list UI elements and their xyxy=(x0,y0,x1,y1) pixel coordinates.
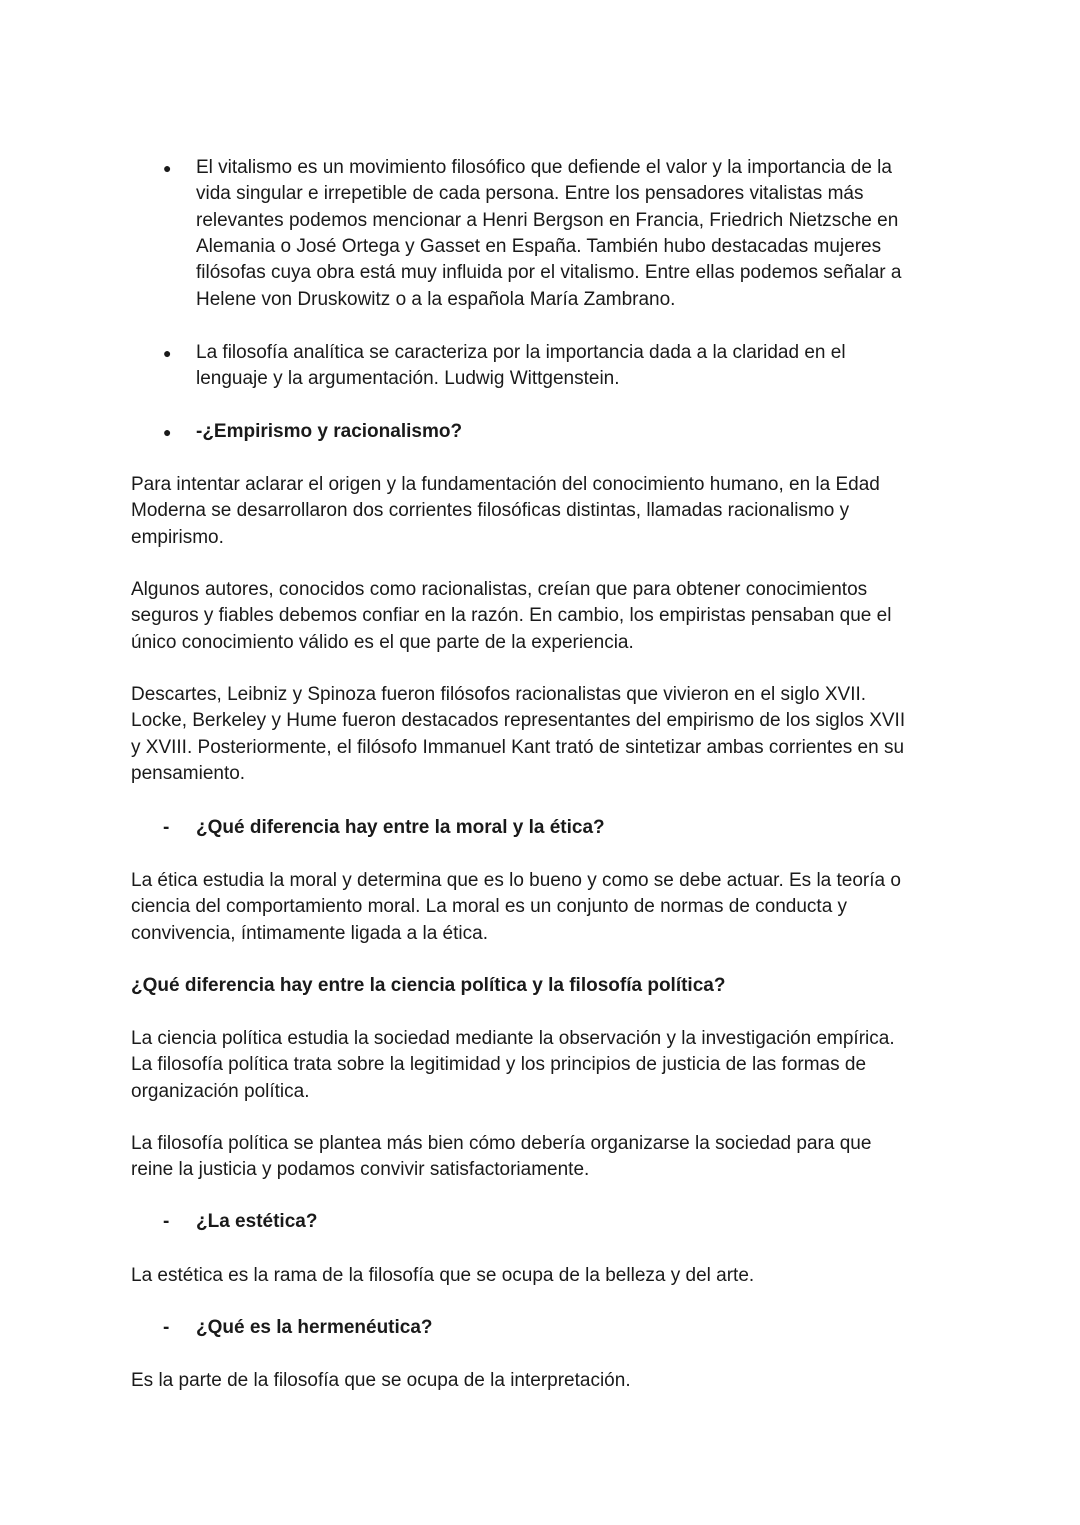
paragraph-line: seguros y fiables debemos confiar en la razón. En cambio, los empiristas pensaban que el xyxy=(131,605,892,627)
paragraph-line: empirismo. xyxy=(131,526,224,548)
heading-text: ¿Qué diferencia hay entre la moral y la ética? xyxy=(196,817,605,838)
paragraph-line: Algunos autores, conocidos como racionalistas, creían que para obtener conocimientos xyxy=(131,579,868,600)
paragraph-line: La filosofía política se plantea más bien cómo debería organizarse la sociedad para que xyxy=(131,1133,872,1154)
paragraph-line: La ética estudia la moral y determina que es lo bueno y como se debe actuar. Es la teoría o xyxy=(131,870,901,891)
bullet-marker: ● xyxy=(163,160,172,176)
paragraph-line: Locke, Berkeley y Hume fueron destacados representantes del empirismo de los siglos XVII xyxy=(131,710,906,732)
bullet-marker: - xyxy=(163,1317,170,1338)
bullet-marker: - xyxy=(163,817,170,838)
paragraph-line: Moderna se desarrollaron dos corrientes filosóficas distintas, llamadas racionalismo y xyxy=(131,500,850,522)
paragraph-line: Es la parte de la filosofía que se ocupa de la interpretación. xyxy=(131,1370,631,1391)
bullet-marker: - xyxy=(163,1211,170,1232)
heading-text: -¿Empirismo y racionalismo? xyxy=(196,421,463,442)
paragraph-line: La estética es la rama de la filosofía que se ocupa de la belleza y del arte. xyxy=(131,1265,755,1286)
bullet-text-line: filósofas cuya obra está muy influida por el vitalismo. Entre ellas podemos señalar a xyxy=(196,262,902,284)
paragraph-line: organización política. xyxy=(131,1080,310,1102)
paragraph-line: reine la justicia y podamos convivir satisfactoriamente. xyxy=(131,1159,590,1181)
bullet-text-line: relevantes podemos mencionar a Henri Bergson en Francia, Friedrich Nietzsche en xyxy=(196,209,899,231)
paragraph-line: y XVIII. Posteriormente, el filósofo Immanuel Kant trató de sintetizar ambas corrientes en su xyxy=(131,736,905,758)
bullet-text-line: El vitalismo es un movimiento filosófico que defiende el valor y la importancia de la xyxy=(196,157,892,178)
paragraph-line: ciencia del comportamiento moral. La moral es un conjunto de normas de conducta y xyxy=(131,896,848,918)
paragraph-line: Para intentar aclarar el origen y la fundamentación del conocimiento humano, en la Edad xyxy=(131,474,880,495)
bullet-text-line: La filosofía analítica se caracteriza por la importancia dada a la claridad en el xyxy=(196,342,846,363)
paragraph-line: pensamiento. xyxy=(131,762,246,784)
bullet-text-line: Alemania o José Ortega y Gasset en España. También hubo destacadas mujeres xyxy=(196,235,882,257)
paragraph-line: Descartes, Leibniz y Spinoza fueron filósofos racionalistas que vivieron en el siglo XVII. xyxy=(131,684,867,705)
bullet-text-line: vida singular e irrepetible de cada persona. Entre los pensadores vitalistas más xyxy=(196,183,864,205)
heading-text: ¿La estética? xyxy=(196,1211,318,1232)
heading-text: ¿Qué es la hermenéutica? xyxy=(196,1317,433,1338)
bullet-text-line: lenguaje y la argumentación. Ludwig Wittgenstein. xyxy=(196,368,620,390)
bullet-marker: ● xyxy=(163,424,172,440)
paragraph-line: convivencia, íntimamente ligada a la ética. xyxy=(131,922,488,944)
bullet-text-line: Helene von Druskowitz o a la española María Zambrano. xyxy=(196,288,676,310)
paragraph-line: La filosofía política trata sobre la legitimidad y los principios de justicia de las formas de xyxy=(131,1054,867,1076)
bullet-marker: ● xyxy=(163,345,172,361)
paragraph-line: único conocimiento válido es el que parte de la experiencia. xyxy=(131,631,634,653)
paragraph-line: La ciencia política estudia la sociedad mediante la observación y la investigación empírica. xyxy=(131,1028,895,1049)
heading-text: ¿Qué diferencia hay entre la ciencia política y la filosofía política? xyxy=(131,975,726,996)
